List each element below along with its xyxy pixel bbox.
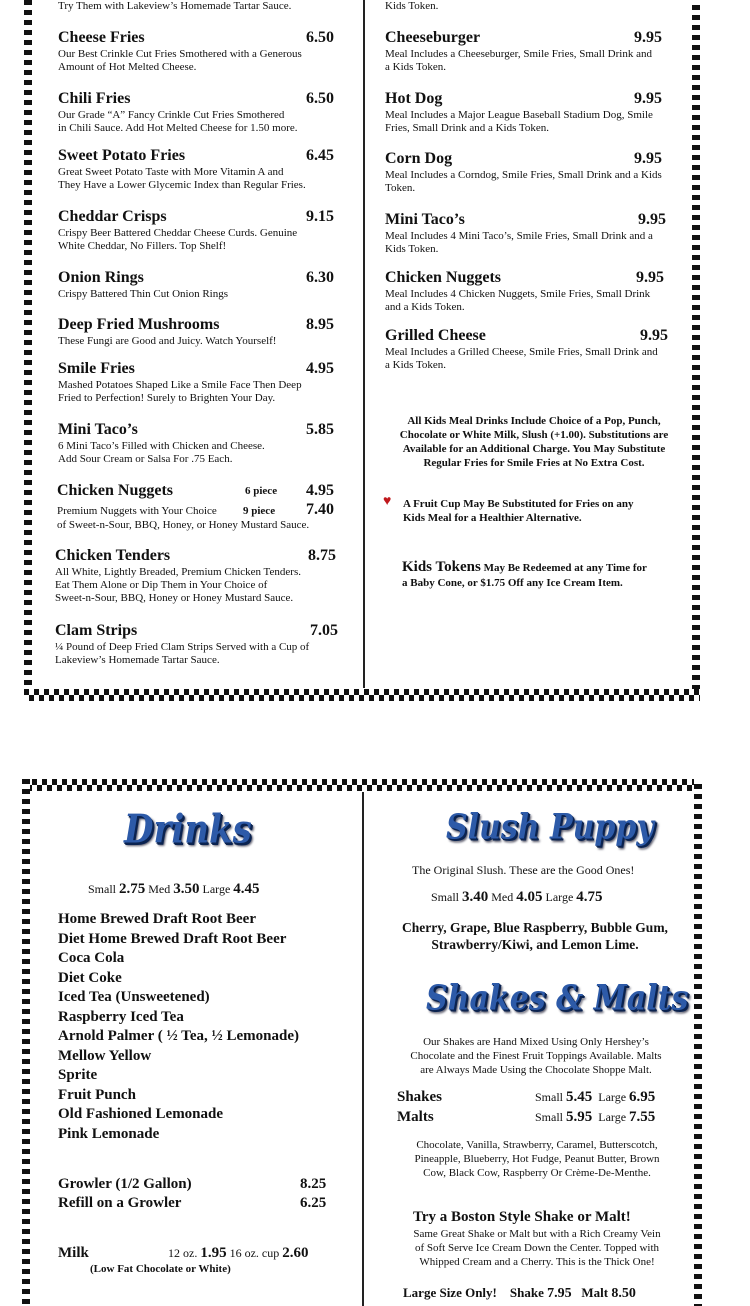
item-price: 8.95 — [306, 316, 334, 333]
item-desc: Meal Includes a Corndog, Smile Fries, Small Drink and a Kids Token. — [385, 169, 662, 194]
item-price: 6.30 — [306, 269, 334, 286]
heart-icon: ♥ — [383, 494, 392, 509]
refill-price: 6.25 — [300, 1195, 327, 1211]
milk-name: Milk — [58, 1245, 89, 1261]
item-name: Chicken Nuggets — [385, 269, 502, 286]
item-name: Deep Fried Mushrooms — [58, 316, 220, 333]
drink-item: Fruit Punch — [58, 1087, 136, 1103]
fruit-cup-note: A Fruit Cup May Be Substituted for Fries on any Kids Meal for a Healthier Alternative. — [403, 498, 634, 524]
item-desc: Meal Includes 4 Chicken Nuggets, Smile Fries, Small Drink and a Kids Token. — [385, 288, 651, 313]
drinks-title: Drinks — [124, 807, 252, 853]
item-name: Chicken Tenders — [55, 547, 171, 564]
item-desc: Meal Includes a Cheeseburger, Smile Fries, Small Drink and a Kids Token. — [385, 48, 652, 73]
item-name: Grilled Cheese — [385, 327, 486, 344]
item-name: Chili Fries — [58, 90, 131, 107]
item-price: 9.95 — [634, 90, 662, 107]
drink-item: Coca Cola — [58, 950, 125, 966]
item-desc: Meal Includes a Major League Baseball Stadium Dog, Smile Fries, Small Drink and a Kids Token. — [385, 109, 653, 134]
item-price: 9.95 — [640, 327, 668, 344]
drink-item: Pink Lemonade — [58, 1126, 160, 1142]
drink-item: Diet Coke — [58, 970, 122, 986]
item-name: Mini Taco’s — [58, 421, 138, 438]
item-desc: Crispy Beer Battered Cheddar Cheese Curds. Genuine White Cheddar, No Fillers. Top Shelf! — [58, 227, 298, 252]
drink-item: Iced Tea (Unsweetened) — [58, 989, 210, 1005]
nuggets-desc-1: Premium Nuggets with Your Choice — [57, 505, 217, 517]
item-name: Cheeseburger — [385, 29, 481, 46]
bottom-column-divider — [362, 792, 364, 1306]
malts-prices: Small 5.95 Large 7.55 — [535, 1109, 656, 1125]
drink-item: Raspberry Iced Tea — [58, 1009, 184, 1025]
slush-sizes: Small 3.40 Med 4.05 Large 4.75 — [431, 889, 603, 905]
item-price: 9.95 — [638, 211, 666, 228]
item-desc: Great Sweet Potato Taste with More Vitamin A and They Have a Lower Glycemic Index than Regular Fries. — [58, 166, 306, 191]
drink-item: Home Brewed Draft Root Beer — [58, 911, 256, 927]
bottom-right-border — [694, 779, 702, 1306]
nuggets-large-price: 7.40 — [306, 501, 334, 518]
item-price: 6.50 — [306, 29, 334, 46]
item-price: 9.15 — [306, 208, 334, 225]
kids-tokens-note: Kids Tokens May Be Redeemed at any Time for a Baby Cone, or $1.75 Off any Ice Cream Item. — [402, 559, 647, 589]
item-desc: Our Best Crinkle Cut Fries Smothered with a Generous Amount of Hot Melted Cheese. — [58, 48, 302, 73]
item-name: Hot Dog — [385, 90, 443, 107]
drink-item: Sprite — [58, 1067, 98, 1083]
item-desc: 6 Mini Taco’s Filled with Chicken and Cheese. Add Sour Cream or Salsa For .75 Each. — [58, 440, 265, 465]
top-left-border — [24, 0, 32, 700]
kids-drinks-note: All Kids Meal Drinks Include Choice of a Pop, Punch, Chocolate or White Milk, Slush (+1.00). Substitutions are Available for an Additional Charge. You May Substitute Regular Fries for Smile Fries at No Extra Cost. — [399, 415, 669, 469]
top-right-border — [692, 0, 700, 700]
shakes-prices: Small 5.45 Large 6.95 — [535, 1089, 656, 1105]
item-desc: Our Grade “A” Fancy Crinkle Cut Fries Smothered in Chili Sauce. Add Hot Melted Cheese for 1.50 more. — [58, 109, 298, 134]
top-left-partial-text: Try Them with Lakeview’s Homemade Tartar Sauce. — [58, 0, 292, 12]
item-price: 9.95 — [636, 269, 664, 286]
item-desc: Mashed Potatoes Shaped Like a Smile Face Then Deep Fried to Perfection! Surely to Brighten Your Day. — [58, 379, 302, 404]
item-desc: All White, Lightly Breaded, Premium Chicken Tenders. Eat Them Alone or Dip Them in Your Choice of Sweet-n-Sour, BBQ, Honey or Honey Mustard Sauce. — [55, 566, 301, 604]
item-price: 6.50 — [306, 90, 334, 107]
growler-name: Growler (1/2 Gallon) — [58, 1176, 192, 1192]
item-price: 7.05 — [310, 622, 338, 639]
shakes-label: Shakes — [397, 1089, 443, 1105]
item-price: 4.95 — [306, 360, 334, 377]
drink-item: Mellow Yellow — [58, 1048, 152, 1064]
nuggets-desc-2: of Sweet-n-Sour, BBQ, Honey, or Honey Mustard Sauce. — [57, 519, 310, 531]
growler-price: 8.25 — [300, 1176, 327, 1192]
menu-item-cheese-fries — [58, 29, 338, 74]
drink-item: Arnold Palmer ( ½ Tea, ½ Lemonade) — [58, 1028, 299, 1044]
shakes-flavors: Chocolate, Vanilla, Strawberry, Caramel, Butterscotch, Pineapple, Blueberry, Hot Fudge, Peanut Butter, Brown Cow, Black Cow, Raspberry Or Crème-De-Menthe. — [414, 1139, 660, 1179]
slush-flavors: Cherry, Grape, Blue Raspberry, Bubble Gum, Strawberry/Kiwi, and Lemon Lime. — [402, 920, 668, 952]
malts-label: Malts — [397, 1109, 434, 1125]
item-desc: Crispy Battered Thin Cut Onion Rings — [58, 288, 228, 300]
item-desc: These Fungi are Good and Juicy. Watch Yourself! — [58, 335, 277, 347]
item-name: Cheddar Crisps — [58, 208, 167, 225]
refill-name: Refill on a Growler — [58, 1195, 182, 1211]
item-desc: ¼ Pound of Deep Fried Clam Strips Served with a Cup of Lakeview’s Homemade Tartar Sauce. — [55, 641, 310, 666]
item-name: Mini Taco’s — [385, 211, 465, 228]
item-desc: Meal Includes a Grilled Cheese, Smile Fries, Small Drink and a Kids Token. — [385, 346, 658, 371]
item-price: 9.95 — [634, 29, 662, 46]
item-price: 8.75 — [308, 547, 336, 564]
bottom-top-border-2 — [22, 785, 702, 791]
menu-item-mini-tacos — [58, 421, 338, 466]
item-price: 5.85 — [306, 421, 334, 438]
boston-prices: Large Size Only! Shake 7.95 Malt 8.50 — [403, 1285, 636, 1301]
item-name: Smile Fries — [58, 360, 135, 377]
nuggets-large-qty: 9 piece — [243, 505, 276, 517]
menu-item-clam-strips — [55, 622, 345, 667]
nuggets-small-price: 4.95 — [306, 482, 334, 499]
item-desc: Meal Includes 4 Mini Taco’s, Smile Fries, Small Drink and a Kids Token. — [385, 230, 653, 255]
top-right-partial-text: Kids Token. — [385, 0, 439, 12]
drinks-sizes: Small 2.75 Med 3.50 Large 4.45 — [88, 881, 260, 897]
menu-item-cheddar-crisps — [58, 208, 338, 253]
shakes-desc: Our Shakes are Hand Mixed Using Only Hershey’s Chocolate and the Finest Fruit Toppings Available. Malts are Always Made Using the Chocolate Shoppe Malt. — [410, 1036, 662, 1076]
menu-item-chili-fries — [58, 90, 338, 135]
item-name: Cheese Fries — [58, 29, 145, 46]
item-name: Onion Rings — [58, 269, 144, 286]
nuggets-small-qty: 6 piece — [245, 485, 278, 497]
nuggets-name: Chicken Nuggets — [57, 482, 174, 499]
slush-title: Slush Puppy — [446, 807, 654, 848]
bottom-left-border — [22, 779, 30, 1306]
kids-tokens-title: Kids Tokens — [402, 559, 481, 575]
top-bottom-border-2 — [24, 695, 700, 701]
item-name: Sweet Potato Fries — [58, 147, 186, 164]
boston-desc: Same Great Shake or Malt but with a Rich Creamy Vein of Soft Serve Ice Cream Down the Center. Topped with Whipped Cream and a Cherry. This is the Thick One! — [413, 1228, 661, 1268]
menu-item-chicken-tenders — [55, 547, 345, 605]
menu-item-deep-fried-mushrooms — [58, 316, 338, 348]
drink-item: Diet Home Brewed Draft Root Beer — [58, 931, 287, 947]
menu-item-sweet-potato-fries — [58, 147, 338, 192]
item-price: 9.95 — [634, 150, 662, 167]
item-price: 6.45 — [306, 147, 334, 164]
menu-item-smile-fries — [58, 360, 338, 405]
shakes-title: Shakes & Malts — [426, 978, 689, 1019]
slush-tagline: The Original Slush. These are the Good Ones! — [412, 863, 635, 877]
milk-note: (Low Fat Chocolate or White) — [90, 1263, 231, 1275]
milk-sizes: 12 oz. 1.95 16 oz. cup 2.60 — [168, 1245, 309, 1261]
item-name: Corn Dog — [385, 150, 453, 167]
menu-item-onion-rings — [58, 269, 338, 301]
item-name: Clam Strips — [55, 622, 138, 639]
boston-title: Try a Boston Style Shake or Malt! — [413, 1209, 631, 1225]
top-column-divider — [363, 0, 365, 688]
drink-item: Old Fashioned Lemonade — [58, 1106, 224, 1122]
